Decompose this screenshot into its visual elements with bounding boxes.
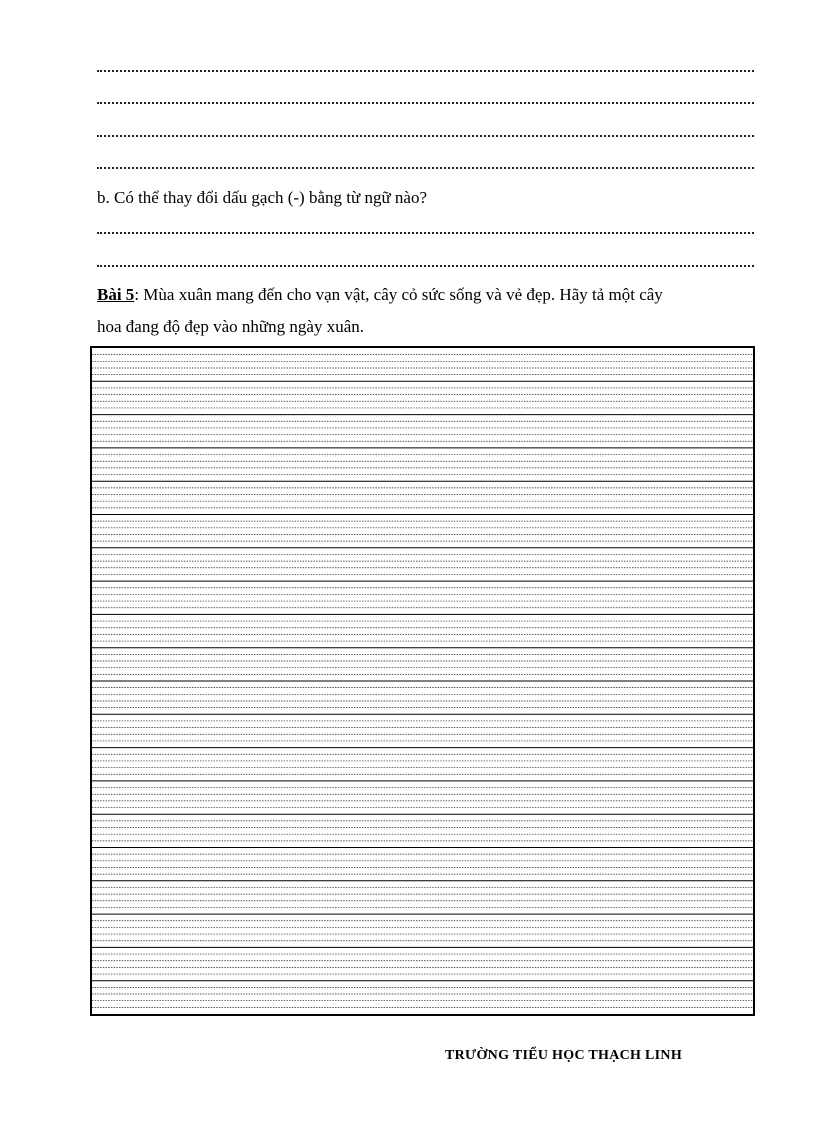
bai5-prompt-line1 bbox=[97, 285, 663, 305]
answer-line[interactable] bbox=[97, 167, 754, 169]
answer-line[interactable] bbox=[97, 70, 754, 72]
bai5-text-line1: : Mùa xuân mang đến cho vạn vật, cây cỏ sức sống và vẻ đẹp. Hãy tả một cây bbox=[134, 285, 663, 304]
answer-line[interactable] bbox=[97, 102, 754, 104]
answer-line[interactable] bbox=[97, 232, 754, 234]
writing-box[interactable] bbox=[90, 346, 755, 1016]
bai5-label: Bài 5 bbox=[97, 285, 135, 304]
question-b: b. Có thể thay đổi dấu gạch (-) bằng từ ngữ nào? bbox=[97, 188, 428, 207]
ruled-lines bbox=[92, 348, 753, 1014]
bai5-prompt-line2: hoa đang độ đẹp vào những ngày xuân. bbox=[97, 317, 364, 336]
answer-line[interactable] bbox=[97, 135, 754, 137]
answer-line[interactable] bbox=[97, 265, 754, 267]
school-name: TRƯỜNG TIỂU HỌC THẠCH LINH bbox=[445, 1048, 683, 1063]
